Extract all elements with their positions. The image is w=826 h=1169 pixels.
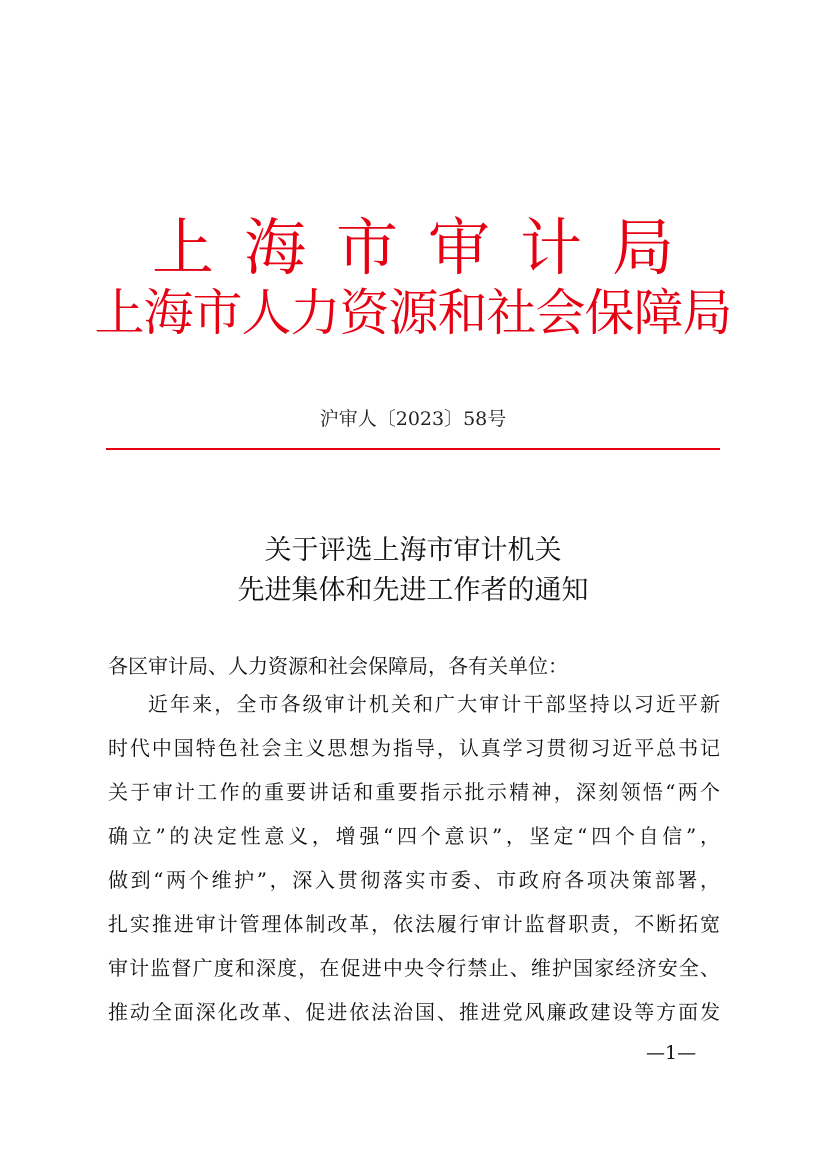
body-text-line: 时代中国特色社会主义思想为指导，认真学习贯彻习近平总书记: [108, 736, 720, 760]
salutation: 各区审计局、人力资源和社会保障局，各有关单位：: [108, 654, 568, 678]
red-divider-line: [106, 448, 720, 450]
body-text-line: 关于审计工作的重要讲话和重要指示批示精神，深刻领悟“两个: [108, 780, 720, 804]
document-title-line-2: 先进集体和先进工作者的通知: [237, 575, 589, 606]
body-text-line: 近年来，全市各级审计机关和广大审计干部坚持以习近平新: [148, 692, 720, 716]
issuer-name-hr-bureau: 上海市人力资源和社会保障局: [94, 284, 732, 342]
body-text-line: 扎实推进审计管理体制改革，依法履行审计监督职责，不断拓宽: [108, 912, 720, 936]
issuer-name-audit-bureau: 上海市审计局: [151, 211, 704, 284]
page-number: —1—: [646, 1042, 697, 1064]
body-text-line: 确立”的决定性意义，增强“四个意识”，坚定“四个自信”，: [108, 824, 720, 848]
body-text-line: 做到“两个维护”，深入贯彻落实市委、市政府各项决策部署，: [108, 868, 720, 892]
body-text-line: 推动全面深化改革、促进依法治国、推进党风廉政建设等方面发: [108, 1000, 720, 1024]
document-title-line-1: 关于评选上海市审计机关: [264, 535, 562, 566]
body-text-line: 审计监督广度和深度，在促进中央令行禁止、维护国家经济安全、: [108, 956, 720, 980]
document-number: 沪审人〔2023〕58号: [319, 408, 507, 430]
